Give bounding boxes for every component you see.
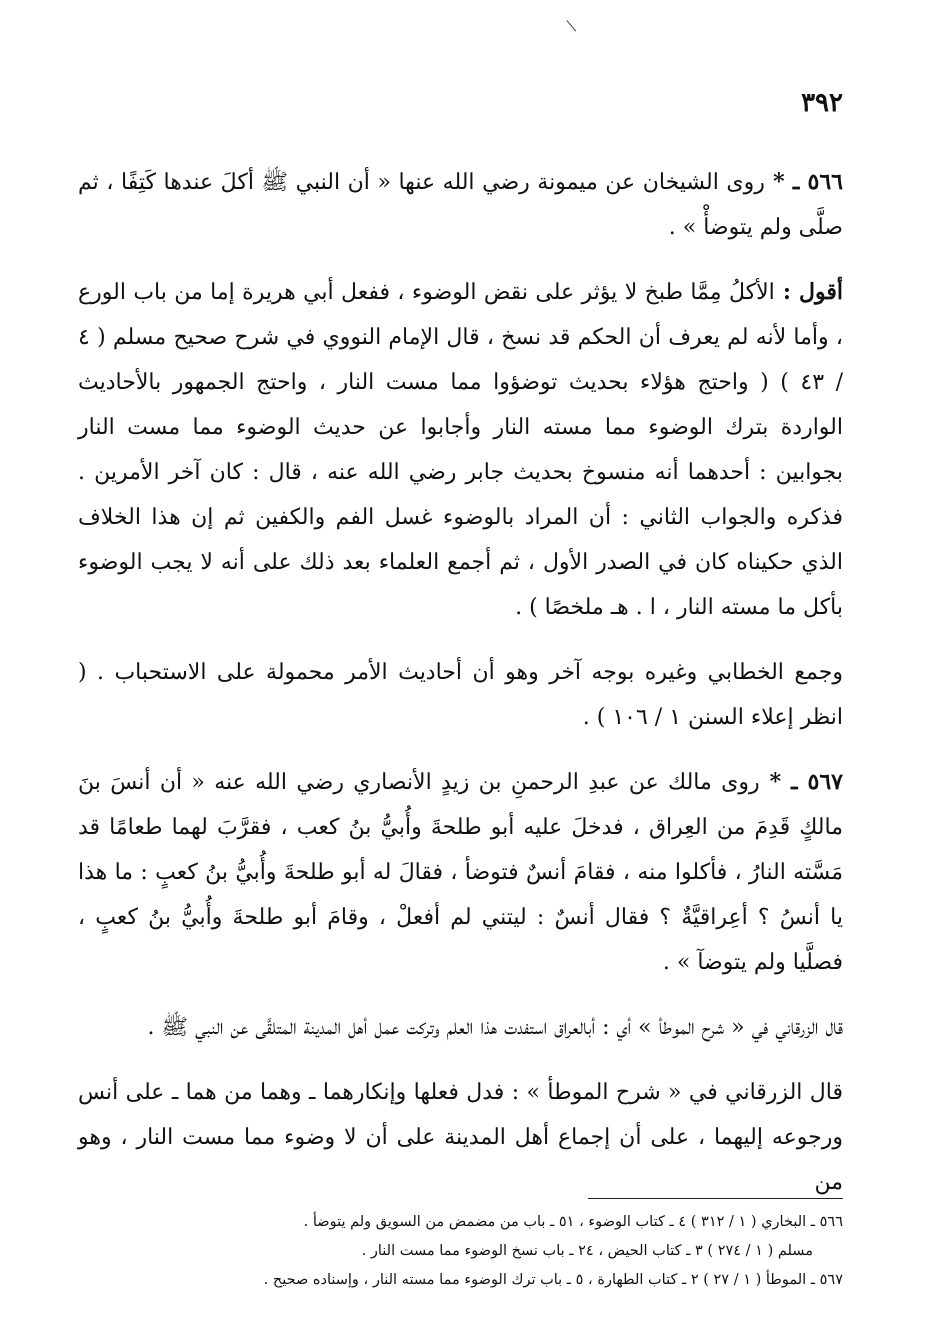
paragraph-text: وجمع الخطابي وغيره بوجه آخر وهو أن أحاديث الأمر محمولة على الاستحباب . ( انظر إعلاء السنن ١ / ١٠٦ ) . <box>78 660 843 730</box>
paragraph-lead: أقول : <box>774 279 843 305</box>
paragraph-lead: ٥٦٦ ـ * <box>764 169 843 195</box>
footnote-divider <box>588 1198 843 1199</box>
paragraph-text: الأكلُ مِمَّا طبخ لا يؤثر على نقض الوضوء ، ففعل أبي هريرة إما من باب الورع ، وأما لأنه لم يعرف أن الحكم قد نسخ ، قال الإمام النووي في شرح صحيح مسلم ( ٤ / ٤٣ ) ( واحتج هؤلاء بحديث توضؤوا مما مست النار ، واحتج الجمهور بالأحاديث الواردة بترك الوضوء مما مسته النار وأجابوا عن حديث الوضوء مما مست النار بجوابين : أحدهما أنه منسوخ بحديث جابر رضي الله عنه ، قال : كان آخر الأمرين . فذكره والجواب الثاني : أن المراد بالوضوء غسل الفم والكفين ثم إن هذا الخلاف الذي حكيناه كان في الصدر الأول ، ثم أجمع العلماء بعد ذلك على أنه لا يجب الوضوء بأكل ما مسته النار ، ا . هـ ملخصًا ) . <box>78 280 843 620</box>
paragraph-text: قال الزرقاني في « شرح الموطأ » أي : أبالعراق استفدت هذا العلم وتركت عمل أهل المدينة المتلقَّى عن النبي ﷺ . <box>147 1015 843 1040</box>
paragraph-commentary <box>78 270 843 630</box>
main-text <box>78 160 843 1225</box>
footnote-567-muwatta: ٥٦٧ ـ الموطأ ( ١ / ٢٧ ) ٢ ـ كتاب الطهارة ، ٥ ـ باب ترك الوضوء مما مسته النار ، وإسناده صحيح . <box>263 1272 843 1288</box>
paragraph-lead: ٥٦٧ ـ * <box>759 769 843 795</box>
paragraph-khattabi <box>78 650 843 740</box>
footnote-566-bukhari: ٥٦٦ ـ البخاري ( ١ / ٣١٢ ) ٤ ـ كتاب الوضوء ، ٥١ ـ باب من مضمض من السويق ولم يتوضأ . <box>303 1214 843 1230</box>
paragraph-text: روى مالك عن عبدِ الرحمنِ بن زيدٍ الأنصاري رضي الله عنه « أن أنسَ بنَ مالكٍ قَدِمَ من العِراق ، فدخلَ عليه أبو طلحةَ وأُبيُّ بنُ كعب ، فقرَّبَ لهما طعامًا قد مَسَّته النارُ ، فأكلوا منه ، فقامَ أنسٌ فتوضأ ، فقالَ له أبو طلحةَ وأُبيُّ بنُ كعبٍ : ما هذا يا أنسُ ؟ أعِراقيَّةٌ ؟ فقال أنسٌ : ليتني لم أفعلْ ، وقامَ أبو طلحةَ وأُبيُّ بنُ كعبٍ ، فصلَّيا ولم يتوضآ » . <box>78 770 843 975</box>
footnote-566-muslim: مسلم ( ١ / ٢٧٤ ) ٣ ـ كتاب الحيض ، ٢٤ ـ باب نسخ الوضوء مما مست النار . <box>361 1243 813 1259</box>
footnotes <box>200 1208 843 1295</box>
paragraph-text: قال الزرقاني في « شرح الموطأ » : فدل فعلها وإنكارهما ـ وهما من هما ـ على أنس ورجوعه إليهما ، على أن إجماع أهل المدينة على أن لا وضوء مما مست النار ، وهو من <box>78 1080 843 1195</box>
paragraph-zurqani-2 <box>78 1070 843 1205</box>
paragraph-zurqani-1 <box>78 1005 843 1050</box>
paragraph-567 <box>78 760 843 985</box>
scan-mark <box>559 20 576 38</box>
page-number: ٣٩٢ <box>801 88 843 118</box>
paragraph-566 <box>78 160 843 250</box>
paragraph-text: روى الشيخان عن ميمونة رضي الله عنها « أن النبي ﷺ أكلَ عندها كَتِفًا ، ثم صلَّى ولم يتوضأْ » . <box>78 170 843 240</box>
